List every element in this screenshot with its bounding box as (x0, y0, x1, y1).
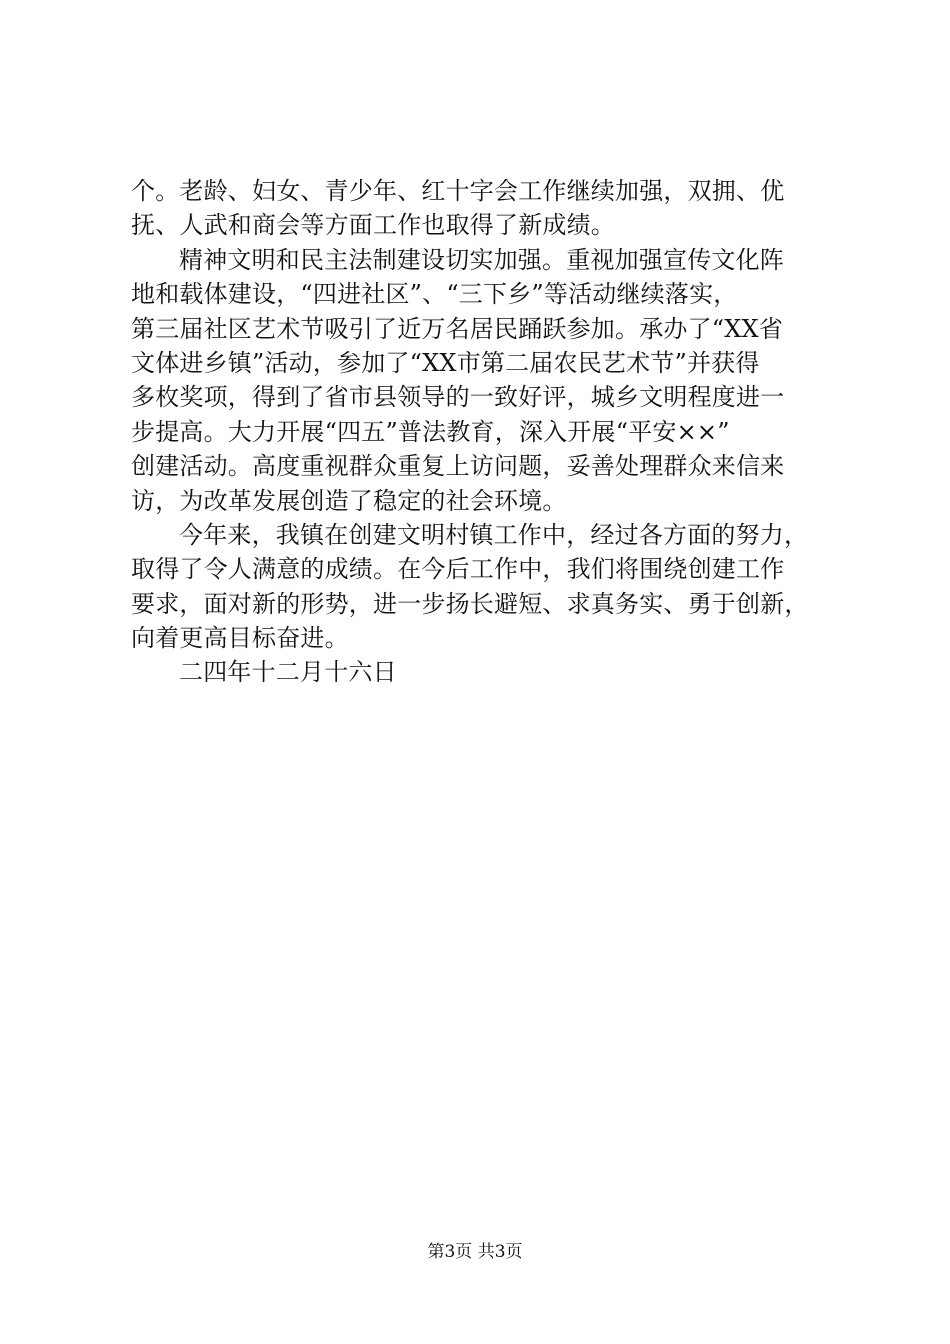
page-number-footer: 第3页 共3页 (427, 1242, 523, 1262)
text-line: 个。老龄、妇女、青少年、红十字会工作继续加强，双拥、优 (131, 177, 785, 205)
text-line: 步提高。大力开展“四五”普法教育，深入开展“平安××” (131, 417, 730, 446)
text-line: 创建活动。高度重视群众重复上访问题，妥善处理群众来信来 (131, 452, 785, 481)
text-line: 文体进乡镇”活动，参加了“XX市第二届农民艺术节”并获得 (131, 348, 760, 377)
text-line: 访，为改革发展创造了稳定的社会环境。 (131, 486, 567, 515)
date-line: 二四年十二月十六日 (179, 658, 397, 687)
text-line: 多枚奖项，得到了省市县领导的一致好评，城乡文明程度进一 (131, 383, 785, 412)
text-line: 向着更高目标奋进。 (131, 624, 349, 653)
text-line: 地和载体建设，“四进社区”、“三下乡”等活动继续落实， (131, 280, 738, 309)
paragraph-start-line: 精神文明和民主法制建设切实加强。重视加强宣传文化阵 (179, 245, 784, 274)
document-body (131, 174, 831, 690)
text-line: 取得了令人满意的成绩。在今后工作中，我们将围绕创建工作 (131, 555, 785, 584)
paragraph-start-line: 今年来，我镇在创建文明村镇工作中，经过各方面的努力， (179, 520, 809, 549)
text-line: 第三届社区艺术节吸引了近万名居民踊跃参加。承办了“XX省 (131, 314, 784, 343)
text-line: 要求，面对新的形势，进一步扬长避短、求真务实、勇于创新， (131, 589, 809, 618)
text-line: 抚、人武和商会等方面工作也取得了新成绩。 (131, 211, 615, 240)
